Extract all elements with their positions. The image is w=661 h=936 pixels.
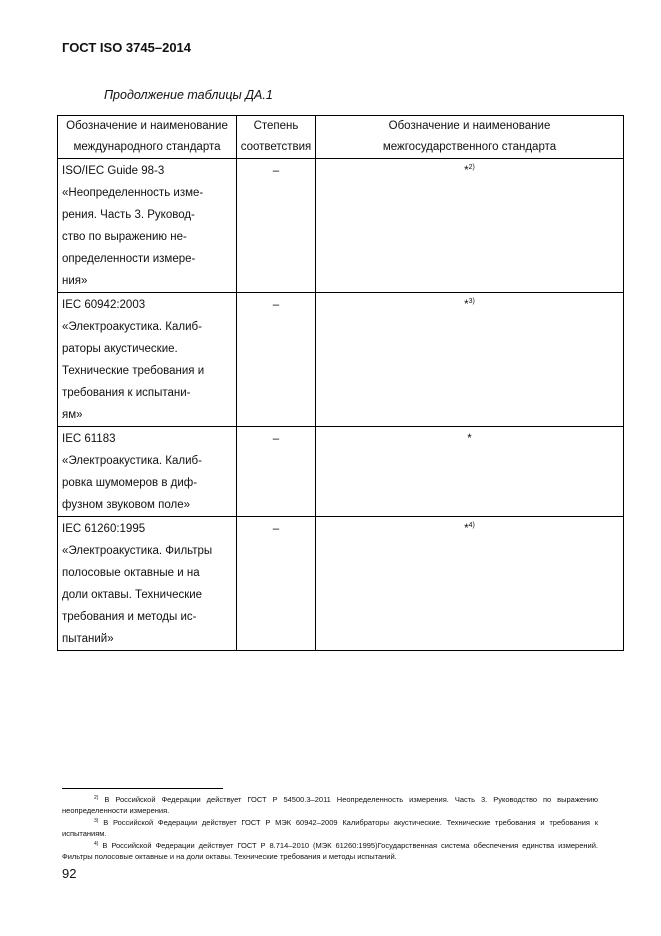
header-line: межгосударственного стандарта <box>382 141 557 153</box>
cell-line: полосовые октавные и на <box>62 567 200 579</box>
cell-line: ство по выражению не- <box>62 231 187 243</box>
intl-standard-cell <box>58 517 237 651</box>
footnote-ref[interactable]: 2) <box>468 164 475 171</box>
asterisk-mark: * <box>464 165 469 177</box>
table-caption: Продолжение таблицы ДА.1 <box>104 88 273 102</box>
table-row <box>58 159 624 293</box>
footnote-item <box>62 816 598 839</box>
header-interstate-standard <box>316 116 624 159</box>
footnote-text: В Российской Федерации действует ГОСТ Р 54500.3–2011 Неопределенность измерения. Часть 3. Руководство по выражению неопределенности измерения. <box>62 795 598 815</box>
header-degree <box>237 116 316 159</box>
footnote-separator <box>62 788 223 789</box>
cell-line: ния» <box>62 275 88 287</box>
footnotes <box>62 793 598 862</box>
footnote-number: 3) <box>94 818 99 824</box>
footnote-item <box>62 793 598 816</box>
cell-line: определенности измере- <box>62 253 196 265</box>
cell-line: «Электроакустика. Калиб- <box>62 321 202 333</box>
header-intl-standard <box>58 116 237 159</box>
intl-standard-cell <box>58 293 237 427</box>
cell-line: требования к испытани- <box>62 387 191 399</box>
degree-cell: – <box>237 427 316 517</box>
interstate-standard-cell <box>316 517 624 651</box>
footnote-number: 2) <box>94 795 99 801</box>
header-line: соответствия <box>240 141 312 153</box>
header-line: Степень <box>253 120 299 132</box>
table-row <box>58 293 624 427</box>
cell-line: IEC 61183 <box>62 433 116 445</box>
degree-cell: – <box>237 293 316 427</box>
footnote-number: 4) <box>94 841 99 847</box>
cell-line: ISO/IEC Guide 98-3 <box>62 165 165 177</box>
footnote-text: В Российской Федерации действует ГОСТ Р 8.714–2010 (МЭК 61260:1995)Государственная система обеспечения единства измерений. Фильтры полосовые октавные и на доли октавы. Технические требования и методы испытаний. <box>62 841 598 861</box>
footnote-ref[interactable]: 3) <box>468 298 475 305</box>
cell-line: «Электроакустика. Фильтры <box>62 545 213 557</box>
intl-standard-cell <box>58 159 237 293</box>
cell-line: IEC 60942:2003 <box>62 299 146 311</box>
table-row <box>58 427 624 517</box>
document-code-header: ГОСТ ISO 3745–2014 <box>62 40 192 55</box>
cell-line: IEC 61260:1995 <box>62 523 146 535</box>
intl-standard-cell <box>58 427 237 517</box>
cell-line: раторы акустические. <box>62 343 178 355</box>
cell-line: «Электроакустика. Калиб- <box>62 455 202 467</box>
table-header-row <box>58 116 624 159</box>
degree-cell: – <box>237 159 316 293</box>
page-number: 92 <box>62 866 77 881</box>
asterisk-mark: * <box>467 433 472 445</box>
footnote-text: В Российской Федерации действует ГОСТ Р МЭК 60942–2009 Калибраторы акустические. Технические требования и требования к испытаниям. <box>62 818 598 838</box>
cell-line: пытаний» <box>62 633 114 645</box>
cell-line: доли октавы. Технические <box>62 589 203 601</box>
correspondence-table <box>57 115 624 651</box>
header-line: международного стандарта <box>73 141 221 153</box>
cell-line: «Неопределенность изме- <box>62 187 204 199</box>
cell-line: ям» <box>62 409 83 421</box>
cell-line: требования и методы ис- <box>62 611 197 623</box>
asterisk-mark: * <box>464 523 469 535</box>
interstate-standard-cell <box>316 159 624 293</box>
footnote-ref[interactable]: 4) <box>468 522 475 529</box>
header-line: Обозначение и наименование <box>66 120 228 132</box>
asterisk-mark: * <box>464 299 469 311</box>
cell-line: фузном звуковом поле» <box>62 499 190 511</box>
header-line: Обозначение и наименование <box>388 120 551 132</box>
interstate-standard-cell <box>316 293 624 427</box>
interstate-standard-cell <box>316 427 624 517</box>
cell-line: Технические требования и <box>62 365 205 377</box>
table-row <box>58 517 624 651</box>
cell-line: рения. Часть 3. Руковод- <box>62 209 195 221</box>
degree-cell: – <box>237 517 316 651</box>
footnote-item <box>62 839 598 862</box>
cell-line: ровка шумомеров в диф- <box>62 477 198 489</box>
